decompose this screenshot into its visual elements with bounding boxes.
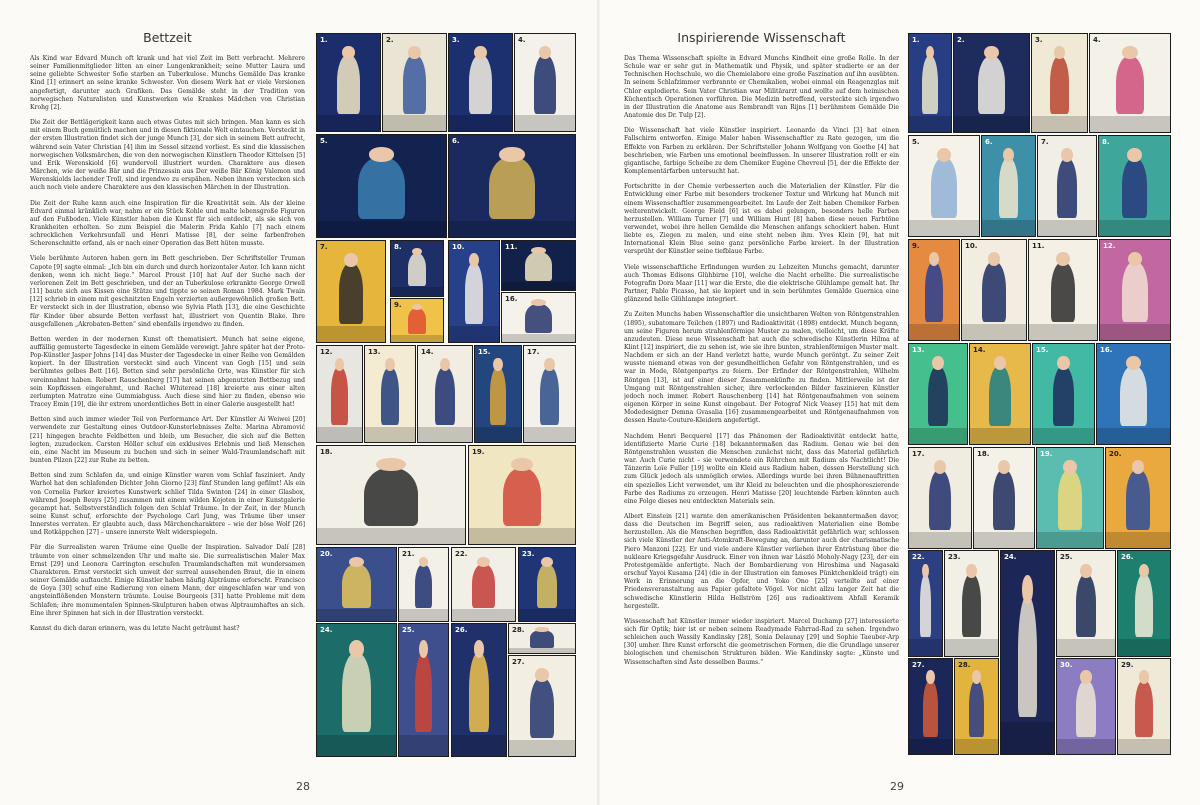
tile-number: 24. [320, 626, 333, 634]
scene-ground [909, 324, 959, 340]
right-paragraph: Wissenschaft hat Künstler immer wieder inspiriert. Marcel Duchamp [27] interessierte sich für Optik; hier ist er neben seinem Readymade Fahrrad-Rad zu sehen. Irgendwo schleichen auch Wassily Kandinsky [28], Sonia Delaunay [29] und Sophie Taeuber-Arp [30] umher. Ihre Kunst erforscht die geometrischen Formen, die die Grundlage unserer biologischen und chemischen Strukturen bilden. Wie Kandinsky sagte: „Künste und Wissenschaften sind Äste desselben Baums.“ [624, 617, 899, 666]
scene-ground [1097, 428, 1170, 444]
left-illustration-tile [508, 623, 576, 654]
figure-head [531, 247, 546, 254]
figure-head [1022, 575, 1033, 603]
figure-head [1126, 356, 1141, 370]
figure-silhouette [534, 55, 556, 113]
figure-silhouette [530, 630, 554, 647]
figure-head [922, 564, 929, 579]
left-page-number: 28 [296, 780, 310, 793]
scene-ground [509, 648, 575, 653]
scene-ground [317, 221, 446, 237]
tile-number: 16. [1100, 346, 1113, 354]
right-paragraph: Fortschritte in der Chemie verbesserten auch die Materialien der Künstler. Für die Entwicklung einer Farbe mit besonders trockener Textur und Wirkung hat Munch mit einem Wissenschaftler zusammengearbeitet. Im Laufe der Zeit haben Chemiker Farben weiterentwickelt. George Field [6] ist es dabei gelungen, besonders helle Farben herzustellen. William Turner [7] und William Hunt [8] haben diese neuen Farbtöne verwendet, wobei ihre hellen Gemälde die Menschen anfangs schockiert haben. Hunt liebte es, Ziegen zu malen, und eine steht neben ihm. Yves Klein [9], hat mit International Klein Blue seine ganz persönliche Farbe kreiert. In der Illustration versprüht der Künstler seine tiefblaue Farbe. [624, 183, 899, 256]
scene-ground [909, 220, 979, 236]
figure-silhouette [1076, 574, 1097, 637]
figure-silhouette [342, 653, 370, 732]
figure-head [335, 358, 344, 371]
left-paragraph: Betten sind auch immer wieder Teil von Performance Art. Der Künstler Ai Weiwei [20] verwendete zur Gestaltung eines Outdoor-Kunsterlebnisses Zelte. Marina Abramović [21] hingegen brachte Feldbetten und bleib, um Besucher, die sich auf die Betten legten, zuzudecken. Carsten Höller schuf ein exklusives Erlebnis und ließ Menschen ein, eine Nacht im Museum zu buchen und sich in seiner Wald-Traumlandschaft mit bunten Pilzen [22] zur Ruhe zu betten. [30, 416, 305, 465]
left-illustration-tile [448, 33, 513, 132]
right-illustration-tile [1031, 33, 1088, 133]
figure-head [1127, 148, 1141, 162]
tile-number: 11. [1032, 242, 1045, 250]
scene-ground [909, 739, 952, 754]
tile-number: 27. [512, 658, 525, 666]
figure-head [998, 460, 1010, 474]
left-paragraph: Für die Surrealisten waren Träume eine Quelle der Inspiration. Salvador Dalí [28] träumte von einer schmelzenden Uhr und malte sie. Die surrealistischen Maler Max Ernst [29] und Leonora Carrington erschufen Traumlandschaften mit wundersamen Charakteren. Ernst versteckt sich unweit der surreal aussehenden Braut, die in einem seiner Gemälde auftaucht. Einige Künstler haben häufig Alpträume erforscht. Francisco de Goya [30] schuf eine Radierung von einem Mann, der eingeschlafen war und von angsteinflößenden Monstern träumte. Louise Bourgeois [31] hatte Probleme mit dem Schlafen; ihre monumentalen Spinnen-Skulpturen haben etwas Alptraumhaftes an sich. Eine ihrer Spinnen hat sich in der Illustration versteckt. [30, 544, 305, 617]
right-illustration-tile [1028, 239, 1098, 341]
figure-silhouette [525, 304, 551, 333]
tile-number: 23. [522, 550, 535, 558]
scene-ground [452, 609, 515, 621]
figure-head [1063, 460, 1076, 474]
figure-silhouette [537, 564, 557, 608]
scene-ground [509, 740, 575, 756]
figure-silhouette [1058, 470, 1082, 530]
figure-silhouette [408, 253, 427, 286]
tile-number: 26. [455, 626, 468, 634]
tile-number: 30. [1060, 661, 1073, 669]
left-paragraph: Viele berühmte Autoren haben gern im Bett geschrieben. Der Schriftsteller Truman Capote [9] sagte einmal: „Ich bin ein durch und durch horizontaler Autor. Ich kann nicht denken, wenn ich nicht liege.“ Marcel Proust [10] hat Auf der Suche nach der verlorenen Zeit im Bett geschrieben, und der an Tuberkulose erkrankte George Orwell [11] baute sich aus Kissen eine Stütze und tippte so seinen Roman 1984. Mark Twain [12] schrieb in einem mit geschnitzten Engeln verzierten außergewöhnlich großen Bett. Er versteckt sich in der Illustration, ebenso wie Sylvia Plath [13], die eine Geschichte für Kinder über absurde Betten verfasst hat, illustriert von Quentin Blake. Ihre ausgefallenen „Akrobaten-Betten“ sind ebenfalls irgendwo zu finden. [30, 255, 305, 328]
right-paragraph: Albert Einstein [21] warnte den amerikanischen Präsidenten bekanntermaßen davor, dass die Deutschen im Begriff seien, aus radioaktiven Materialien eine Bombe herzustellen. Als die Menschen begriffen, dass Radioaktivität gefährlich war, schlossen sich viele Künstler der Anti-Atomkraft-Bewegung an, darunter auch der charismatische Piero Manzoni [22]. Er und viele andere Künstler verliehen ihrer Entrüstung über die nukleare Kriegsgefahr Ausdruck. Einer von ihnen war László Moholy-Nagy [23], der ein Protestgemälde anfertigte. Nach der Bombardierung von Hiroshima und Nagasaki erschuf Yayoi Kusama [24] (die in der Illustration ein famoses Pünktchenkleid trägt) ein Werk in Erinnerung an die Opfer, und Yoko Ono [25] verteilte auf einer Friedensveranstaltung aus Papier gefaltete Vögel. Vor nicht allzu langer Zeit hat die schwedische Künstlerin Hilda Hellström [26] aus radioaktivem Abfall Keramik hergestellt. [624, 512, 899, 610]
tile-number: 20. [320, 550, 333, 558]
figure-silhouette [469, 55, 492, 113]
tile-number: 17. [912, 450, 925, 458]
right-illustration-tile [908, 550, 943, 657]
scene-ground [502, 334, 575, 342]
right-illustration-tile [1056, 658, 1116, 755]
left-illustration-tile [468, 445, 576, 545]
right-illustration-tile [944, 550, 999, 657]
tile-number: 17. [527, 348, 540, 356]
tile-number: 7. [320, 243, 328, 251]
figure-silhouette [540, 367, 558, 425]
tile-number: 10. [452, 243, 465, 251]
figure-silhouette [364, 468, 417, 527]
scene-ground [317, 735, 396, 756]
right-illustration-tile [1037, 135, 1097, 237]
figure-silhouette [925, 262, 943, 322]
scene-ground [317, 427, 362, 442]
figure-silhouette [931, 158, 956, 218]
figure-silhouette [1076, 680, 1097, 737]
left-illustration-tile [523, 345, 576, 443]
scene-ground [1057, 639, 1115, 656]
figure-silhouette [490, 367, 507, 425]
figure-silhouette [1135, 680, 1154, 737]
scene-ground [449, 115, 512, 131]
figure-silhouette [993, 470, 1015, 530]
right-text-column [624, 30, 899, 770]
left-illustration-tile [451, 547, 516, 622]
tile-number: 20. [1109, 450, 1122, 458]
tile-number: 2. [386, 36, 394, 44]
tile-number: 10. [965, 242, 978, 250]
figure-silhouette [1126, 470, 1149, 530]
tile-number: 23. [948, 553, 961, 561]
right-illustration-tile [1096, 343, 1171, 445]
figure-silhouette [339, 263, 363, 324]
scene-ground [1106, 532, 1170, 548]
tile-number: 12. [320, 348, 333, 356]
left-illustration-tile [316, 547, 397, 622]
left-illustration-tile [518, 547, 576, 622]
scene-ground [1029, 324, 1097, 340]
figure-silhouette [999, 158, 1018, 218]
scene-ground [399, 609, 448, 621]
scene-ground [317, 326, 385, 342]
figure-head [1080, 670, 1092, 683]
scene-ground [1100, 324, 1170, 340]
figure-head [966, 564, 977, 579]
left-illustration-tile [501, 240, 576, 291]
tile-number: 22. [912, 553, 925, 561]
figure-silhouette [989, 366, 1011, 426]
right-illustration-tile [954, 658, 999, 755]
right-illustration-tile [961, 239, 1027, 341]
figure-silhouette [929, 470, 951, 530]
tile-number: 25. [402, 626, 415, 634]
right-paragraph: Viele wissenschaftliche Erfindungen wurden zu Lebzeiten Munchs gemacht, darunter auch Thomas Edisons Glühbirne [10], welche die Nacht erhellte. Die surrealistische Fotografin Dora Maar [11] war die Erste, die die elektrische Glühlampe gemalt hat. Ihr Partner, Pablo Picasso, hat sie kopiert und in sein berühmtes Gemälde Guernica eine glänzend helle Glühlampe integriert. [624, 263, 899, 304]
right-illustration-tile [969, 343, 1031, 445]
figure-silhouette [922, 56, 937, 115]
right-illustration-tile [908, 658, 953, 755]
figure-silhouette [415, 564, 433, 608]
right-illustration-tile [1000, 550, 1055, 755]
figure-head [477, 557, 490, 567]
right-paragraph: Zu Zeiten Munchs haben Wissenschaftler die unsichtbaren Welten von Röntgenstrahlen (1895), subatomare Teilchen (1897) und Radioaktivität (1898) entdeckt. Munch begann, um seine Figuren herum strahlenförmige Muster zu malen, vielleicht, um diese Kräfte anzudeuten. Diese neue Wissenschaft hat auch die schwedische Künstlerin Hilma af Klint [12] inspiriert, die zu sehen ist, wie sie ihre bunten, strahlenförmigen Muster malt. Nachdem er sich an der Hand verletzt hatte, wurde Munch geröntgt. Zu seiner Zeit wusste niemand etwas von der gesundheitlichen Gefahr von Röntgenstrahlen, und es war in Mode, Röntgenpartys zu feiern. Der Erfinder der Röntgenstrahlen, Wilhelm Röntgen [13], ist auf einer dieser Zusammenkünfte zu finden. Mittlerweile ist der Umgang mit Röntgenstrahlen sicher, ihre verlockenden Bilder faszinieren Künstler jedoch noch immer. Robert Rauschenberg [14] hat Röntgenaufnahmen von seinem eigenen Körper in seine Kunst eingebaut. Der Fotograf Nick Veasey [15] hat mit dem Modedesigner Demna Gvasalia [16] zusammengearbeitet und Röntgenaufnahmen von dessen Haute-Couture-Kleidern angefertigt. [624, 311, 899, 425]
figure-silhouette [525, 252, 551, 281]
left-closing-question: Kannst du dich daran erinnern, was du letzte Nacht geträumt hast? [30, 624, 240, 632]
tile-number: 7. [1041, 138, 1049, 146]
scene-ground [317, 528, 465, 544]
tile-number: 27. [912, 661, 925, 669]
figure-head [474, 46, 487, 60]
figure-head [535, 627, 548, 631]
figure-silhouette [1051, 262, 1075, 322]
right-paragraph: Die Wissenschaft hat viele Künstler inspiriert. Leonardo da Vinci [3] hat einen Fallschirm entworfen. Einige Maler haben Wissenschaftler zu Rate gezogen, um die Effekte von Farben zu erklären. Der Schriftsteller Johann Wolfgang von Goethe [4] hat beschrieben, wie Farben uns emotional beeinflussen. In unserer Illustration rollt er ein gigantische, farbige Scheibe zu dem Chemiker Eugène Chevreul [5], der die Effekte der Komplementärfarben untersucht hat. [624, 127, 899, 176]
scene-ground [391, 287, 443, 296]
figure-head [408, 46, 421, 60]
figure-head [511, 458, 532, 472]
tile-number: 9. [912, 242, 920, 250]
figure-silhouette [489, 157, 534, 218]
tile-number: 13. [912, 346, 925, 354]
tile-number: 8. [1102, 138, 1110, 146]
figure-head [929, 252, 939, 266]
scene-ground [1118, 639, 1170, 656]
tile-number: 14. [973, 346, 986, 354]
right-paragraph: Das Thema Wissenschaft spielte in Edvard Munchs Kindheit eine große Rolle. In der Schule war er sehr gut in Mathematik und Physik, und später studierte er an der Technischen Hochschule, wo die Chemielabore eine große Faszination auf ihn ausübten. In seinem Schlafzimmer verbrannte er Chemikalien, wobei einmal ein Reagenzglas mit Chlor explodierte. Sein Vater Christian war Militärarzt und wollte auf dem heimischen Küchentisch Operationen vorführen. Die Medizin betreffend, versteckte sich irgendwo in der Illustration die Anatome aus Rembrandt van Rijns [1] berühmtem Gemälde Die Anatomie des Dr. Tulp [2]. [624, 55, 899, 120]
figure-head [1139, 670, 1149, 683]
scene-ground [391, 335, 443, 342]
scene-ground [1118, 739, 1170, 754]
scene-ground [955, 739, 998, 754]
tile-number: 15. [478, 348, 491, 356]
scene-ground [524, 427, 575, 442]
figure-head [531, 299, 546, 306]
tile-number: 3. [1035, 36, 1043, 44]
left-illustration-tile [316, 134, 447, 238]
figure-silhouette [969, 680, 984, 737]
figure-silhouette [1122, 262, 1147, 322]
left-illustration-tile [451, 623, 507, 757]
scene-ground [469, 528, 575, 544]
scene-ground [365, 427, 415, 442]
figure-head [1003, 148, 1014, 162]
figure-head [1056, 252, 1070, 266]
scene-ground [449, 221, 575, 237]
figure-head [385, 358, 395, 371]
scene-ground [945, 639, 998, 656]
tile-number: 18. [977, 450, 990, 458]
figure-head [932, 356, 944, 370]
figure-head [369, 147, 395, 161]
left-illustration-tile [448, 240, 500, 343]
scene-ground [317, 115, 380, 131]
right-illustration-tile [1056, 550, 1116, 657]
scene-ground [1037, 532, 1103, 548]
tile-number: 21. [402, 550, 415, 558]
tile-number: 28. [512, 626, 525, 634]
tile-number: 13. [368, 348, 381, 356]
left-illustration-tile [364, 345, 416, 443]
right-illustration-tile [1117, 658, 1171, 755]
tile-number: 3. [452, 36, 460, 44]
figure-silhouette [472, 564, 495, 608]
figure-head [535, 668, 548, 682]
figure-head [937, 148, 951, 162]
tile-number: 19. [1040, 450, 1053, 458]
scene-ground [909, 532, 971, 548]
left-page-title: Bettzeit [143, 30, 192, 45]
right-illustration-tile [1089, 33, 1171, 133]
figure-silhouette [469, 653, 488, 732]
figure-silhouette [1018, 596, 1037, 718]
scene-ground [1099, 220, 1170, 236]
right-illustration-tile [908, 239, 960, 341]
scene-ground [452, 735, 506, 756]
scene-ground [982, 220, 1035, 236]
left-illustration-tile [508, 655, 576, 757]
scene-ground [954, 116, 1029, 132]
figure-head [541, 557, 552, 567]
figure-silhouette [337, 55, 360, 113]
tile-number: 6. [985, 138, 993, 146]
figure-silhouette [920, 574, 932, 637]
tile-number: 4. [1093, 36, 1101, 44]
scene-ground [909, 639, 942, 656]
scene-ground [1090, 116, 1170, 132]
left-illustration-tile [316, 33, 381, 132]
left-illustration-tile [390, 298, 444, 343]
tile-number: 5. [912, 138, 920, 146]
figure-head [539, 46, 551, 60]
figure-silhouette [928, 366, 949, 426]
right-illustration-tile [908, 135, 980, 237]
figure-silhouette [923, 680, 938, 737]
left-illustration-tile [448, 134, 576, 238]
left-illustration-tile [316, 445, 466, 545]
figure-silhouette [1122, 158, 1148, 218]
left-text-column [30, 30, 305, 770]
tile-number: 18. [320, 448, 333, 456]
right-illustration-tile [1117, 550, 1171, 657]
right-illustration-tile [1036, 447, 1104, 549]
left-illustration-tile [474, 345, 522, 443]
left-illustration-tile [390, 240, 444, 297]
scene-ground [962, 324, 1026, 340]
scene-ground [1033, 428, 1094, 444]
left-illustration-tile [398, 623, 449, 757]
right-illustration-tile [1105, 447, 1171, 549]
right-illustration-tile [908, 33, 952, 133]
scene-ground [1001, 722, 1054, 754]
left-illustration-tile [398, 547, 449, 622]
tile-number: 19. [472, 448, 485, 456]
figure-head [1128, 252, 1142, 266]
figure-head [544, 358, 554, 371]
tile-number: 5. [320, 137, 328, 145]
left-illustration-tile [316, 240, 386, 343]
right-page-title: Inspirierende Wissenschaft [677, 30, 846, 45]
figure-silhouette [1053, 366, 1075, 426]
scene-ground [475, 427, 521, 442]
scene-ground [502, 282, 575, 290]
figure-silhouette [1116, 56, 1145, 115]
figure-head [493, 358, 502, 371]
left-paragraph: Die Zeit der Ruhe kann auch eine Inspiration für die Kreativität sein. Als der kleine Edvard einmal kränklich war, nahm er ein Stück Kohle und malte lebensgroße Figuren auf den Fußboden. Viele Künstler haben die Kunst für sich entdeckt, als sie sich von Krankheiten erholten. So zum Beispiel die Malerin Frida Kahlo [7] nach einem schrecklichen Verkehrsunfall und Henri Matisse [8], der seine farbenfrohen Scherenschnitte erfand, als er nach einer Operation das Bett hüten musste. [30, 199, 305, 248]
figure-head [499, 147, 524, 161]
figure-silhouette [435, 367, 454, 425]
tile-number: 28. [958, 661, 971, 669]
left-paragraph: Betten werden in der modernen Kunst oft thematisiert. Munch hat seine eigene, auffällig gemusterte Tagesdecke in einem Gemälde verewigt. Jahre später hat der Proto-Pop-Künstler Jasper Johns [14] das Muster der Tagesdecke in einer Reihe von Gemälden kopiert. In der Illustration versteckt sind auch Vincent van Gogh [15] und sein berühmtes gelbes Bett [16]. Betten sind sehr persönliche Orte, was Künstler für sich vereinnahmt haben. Robert Rauschenberg [17] hat seinen abgenutzten Bettbezug und sein Kopfkissen eingerahmt, und Rachel Whiteread [18] kreierte aus einer alten zerlumpten Matratze eine Gummiabguss. Auch diese sind hier zu finden, ebenso wie Tracey Emin [19], die ihr extrem unordentliches Bett in einer Galerie ausgestellt hat! [30, 335, 305, 409]
right-illustration-tile [908, 343, 968, 445]
figure-silhouette [1135, 574, 1154, 637]
tile-number: 9. [394, 301, 402, 309]
scene-ground [383, 115, 446, 131]
figure-silhouette [962, 574, 981, 637]
tile-number: 1. [320, 36, 328, 44]
figure-silhouette [1057, 158, 1078, 218]
left-illustration-tile [316, 623, 397, 757]
right-illustration-tile [973, 447, 1035, 549]
scene-ground [418, 427, 472, 442]
scene-ground [1057, 739, 1115, 754]
tile-number: 1. [912, 36, 920, 44]
left-illustration-tile [316, 345, 363, 443]
tile-number: 11. [505, 243, 518, 251]
figure-silhouette [1120, 366, 1146, 426]
tile-number: 24. [1004, 553, 1017, 561]
right-illustration-tile [1099, 239, 1171, 341]
scene-ground [515, 115, 575, 131]
left-paragraph: Die Zeit der Bettlägerigkeit kann auch etwas Gutes mit sich bringen. Man kann es sich mit einem Buch gemütlich machen und in diesen fiktionale Welt eintauchen. Versteckt in der ersten Illustration findet sich der junge Munch [3], der sich in seinem Bett aufrecht, während sein Vater Christian [4] ihm im Sessel sitzend vorliest. Es sind die klassischen norwegischen Volksmärchen, die von den norwegischen Künstlern Theodor Kittelsen [5] und Erik Werenskiold [6] wundervoll illustriert wurden. Charaktere aus diesen Märchen, wie der weiße Bär und die Prinzessin aus Der weiße Bär König Valemon und Werenskiolds lachender Troll, sind irgendwo zu erspähen. Neben ihnen verstecken sich auch noch viele andere Charaktere aus den klassischen Märchen in der Illustration. [30, 119, 305, 192]
scene-ground [909, 116, 951, 132]
tile-number: 26. [1121, 553, 1134, 561]
figure-head [994, 356, 1006, 370]
tile-number: 16. [505, 295, 518, 303]
scene-ground [909, 428, 967, 444]
figure-head [934, 460, 946, 474]
left-paragraph: Betten sind zum Schlafen da, und einige Künstler waren vom Schlaf fasziniert. Andy Warhol hat den schlafenden Dichter John Giorno [23] fünf Stunden lang gefilmt! Als ein von Cornelia Parker kreiertes Kunstwerk schlief Tilda Swinton [24] in einer Glasbox, während Joseph Beuys [25] zusammen mit einem wilden Kojoten in einer Kunstgalerie gecampt hat. Selbstverständlich folgen den Schlaf Träume. In der Zeit, in der Munch seine Kunst schuf, erforschte der Psychologe Carl Jung, was Träume über unser Innerstes verraten. Er glaubte auch, dass Märchencharaktere – wie der böse Wolf [26] und Rotkäppchen [27] – unsere innerste Welt widerspiegeln. [30, 472, 305, 537]
figure-head [1061, 148, 1073, 162]
scene-ground [399, 735, 448, 756]
left-paragraph: Als Kind war Edvard Munch oft krank und hat viel Zeit im Bett verbracht. Mehrere seiner Familienmitglieder litten an einer Lungenkrankheit; seine Mutter Laura und seine geliebte Schwester Sofie starben an Tuberkulose. Munchs Gemälde Das kranke Kind [1] erinnert an seine kranke Schwester. Von diesem Werk hat er viele Versionen angefertigt, darunter auch Grafiken. Das Gemälde steht in der Tradition von norwegischen Naturalisten und Kunstwerken wie Krankes Mädchen von Christian Krohg [2]. [30, 55, 305, 111]
right-paragraph: Nachdem Henri Becquerel [17] das Phänomen der Radioaktivität entdeckt hatte, identifizierte Marie Curie [18] bekanntermaßen das Radium. Genau wie bei den Röntgenstrahlen wussten die Menschen zunächst nicht, dass das Material gefährlich war. Auch Curie nicht – sie verwendete ein Röhrchen mit Radium als Nachtlicht! Die Tänzerin Loïe Fuller [19] wollte ein Kleid aus Radium haben, dessen Herstellung sich zum Glück jedoch als unmöglich erwies. Allerdings wurde bei ihren Bühnenauftritten ein spezielles Licht verwendet, um ihr Kleid zu beleuchten und die phosphoreszierende Farbe des Radiums zu erzeugen. Henri Matisse [20] leuchtende Farben könnten auch eine Folge dieses neu entdeckten Materials sein. [624, 432, 899, 505]
scene-ground [970, 428, 1030, 444]
scene-ground [1038, 220, 1096, 236]
tile-number: 29. [1121, 661, 1134, 669]
figure-head [344, 253, 358, 267]
figure-head [342, 46, 355, 60]
tile-number: 14. [421, 348, 434, 356]
right-page-number: 29 [890, 780, 904, 793]
scene-ground [519, 609, 575, 621]
tile-number: 4. [518, 36, 526, 44]
right-illustration-tile [953, 33, 1030, 133]
tile-number: 25. [1060, 553, 1073, 561]
tile-number: 2. [957, 36, 965, 44]
figure-silhouette [982, 262, 1005, 322]
left-illustration-tile [417, 345, 473, 443]
scene-ground [1032, 116, 1087, 132]
figure-silhouette [342, 564, 370, 608]
tile-number: 8. [394, 243, 402, 251]
figure-silhouette [358, 157, 404, 218]
left-illustration-tile [514, 33, 576, 132]
tile-number: 12. [1103, 242, 1116, 250]
figure-silhouette [408, 308, 427, 334]
tile-number: 22. [455, 550, 468, 558]
figure-silhouette [1050, 56, 1070, 115]
scene-ground [317, 609, 396, 621]
figure-head [1057, 356, 1069, 370]
right-illustration-tile [981, 135, 1036, 237]
figure-head [349, 557, 365, 567]
figure-silhouette [530, 678, 554, 738]
tile-number: 15. [1036, 346, 1049, 354]
figure-silhouette [331, 367, 347, 425]
figure-silhouette [503, 468, 541, 527]
right-illustration-tile [1032, 343, 1095, 445]
scene-ground [449, 326, 499, 342]
left-illustration-tile [501, 292, 576, 343]
scene-ground [974, 532, 1034, 548]
right-illustration-tile [908, 447, 972, 549]
figure-silhouette [978, 56, 1005, 115]
figure-silhouette [403, 55, 426, 113]
left-illustration-tile [382, 33, 447, 132]
figure-silhouette [465, 263, 483, 324]
figure-silhouette [415, 653, 433, 732]
right-illustration-tile [1098, 135, 1171, 237]
figure-head [972, 670, 981, 683]
figure-head [1080, 564, 1092, 579]
tile-number: 6. [452, 137, 460, 145]
figure-silhouette [381, 367, 399, 425]
figure-head [926, 670, 935, 683]
